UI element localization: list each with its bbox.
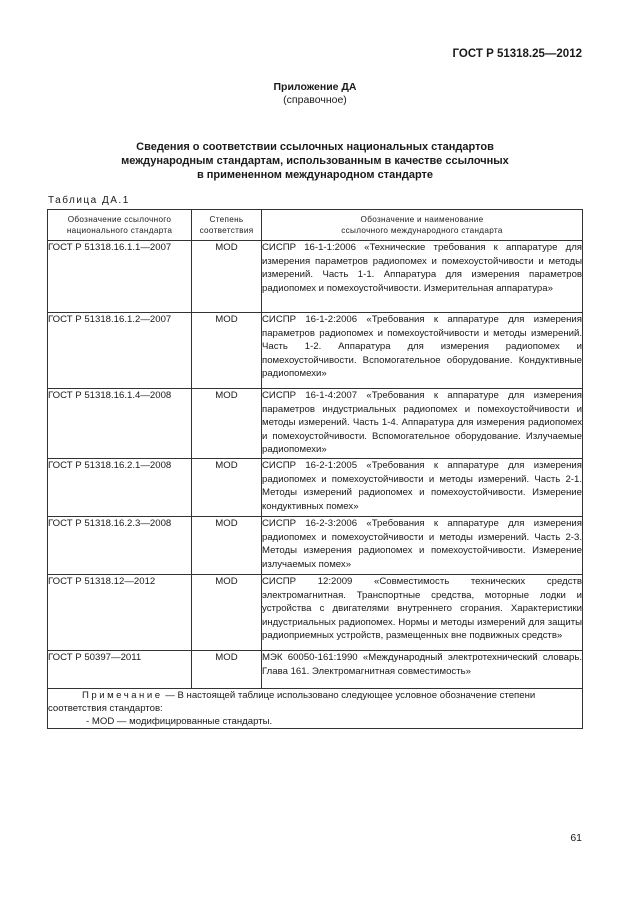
header-line: Степень (209, 215, 244, 224)
correspondence-table (47, 209, 583, 729)
international-standard-cell: СИСПР 16-2-1:2005 «Требования к аппаратуре для измерения радиопомех и помехоустойчивости и методы измерений. Часть 2-1. Методы измерений радиопомех и помехоустойчивости. Измерение кондуктивных помех» (262, 459, 583, 517)
national-standard-cell: ГОСТ Р 51318.16.2.3—2008 (48, 517, 192, 575)
national-standard-cell: ГОСТ Р 51318.16.1.2—2007 (48, 313, 192, 389)
national-standard-cell: ГОСТ Р 51318.16.2.1—2008 (48, 459, 192, 517)
heading-line: в примененном международном стандарте (196, 169, 434, 181)
header-national-standard (48, 210, 192, 241)
degree-cell: MOD (192, 651, 262, 689)
table-row (48, 517, 583, 575)
heading-line: международным стандартам, использованным в качестве ссылочных (121, 155, 509, 167)
degree-cell: MOD (192, 241, 262, 313)
note-text: — В настоящей таблице использовано следующее условное обозначение степени соответствия стандартов: (48, 690, 536, 714)
table-label: Таблица ДА.1 (48, 195, 130, 206)
section-heading (0, 140, 630, 182)
national-standard-cell: ГОСТ Р 51318.12—2012 (48, 575, 192, 651)
international-standard-cell: СИСПР 12:2009 «Совместимость технических средств электромагнитная. Транспортные средства, моторные лодки и устройства с двигателями внутреннего сгорания. Характеристики индустриальных радиопомех. Нормы и методы измерений для защиты радиоприемных устройств, размещенных вне подвижных средств» (262, 575, 583, 651)
table-header-row (48, 210, 583, 241)
note-paragraph (48, 689, 582, 715)
degree-cell: MOD (192, 517, 262, 575)
table-row (48, 651, 583, 689)
page-number: 61 (570, 832, 582, 844)
national-standard-cell: ГОСТ Р 51318.16.1.4—2008 (48, 389, 192, 459)
table-row (48, 313, 583, 389)
note-label: Примечание (82, 690, 163, 701)
appendix-subtitle: (справочное) (283, 94, 347, 106)
header-line: соответствия (199, 226, 254, 235)
header-degree (192, 210, 262, 241)
international-standard-cell: СИСПР 16-1-1:2006 «Технические требования к аппаратуре для измерения параметров радиопомех и помехоустойчивости и методы измерений. Часть 1-1. Аппаратура для измерения параметров радиопомех и помехоустойчивости. Измерительная аппаратура» (262, 241, 583, 313)
header-line: национального стандарта (66, 226, 173, 235)
international-standard-cell: СИСПР 16-1-2:2006 «Требования к аппаратуре для измерения параметров радиопомех и помехоустойчивости и методы измерений. Часть 1-2. Аппаратура для измерения радиопомех и помехоустойчивости. Вспомогательное оборудование. Кондуктивные радиопомехи» (262, 313, 583, 389)
table-row (48, 575, 583, 651)
table-row (48, 459, 583, 517)
degree-cell: MOD (192, 575, 262, 651)
header-international-standard (262, 210, 583, 241)
header-line: ссылочного международного стандарта (341, 226, 503, 235)
international-standard-cell: МЭК 60050-161:1990 «Международный электротехнический словарь. Глава 161. Электромагнитная совместимость» (262, 651, 583, 689)
document-code: ГОСТ Р 51318.25—2012 (452, 48, 582, 60)
appendix-title: Приложение ДА (273, 81, 357, 93)
table-note (48, 689, 583, 729)
note-item: - MOD — модифицированные стандарты. (86, 716, 273, 727)
degree-cell: MOD (192, 459, 262, 517)
degree-cell: MOD (192, 313, 262, 389)
table-row (48, 389, 583, 459)
header-line: Обозначение ссылочного (67, 215, 172, 224)
header-line: Обозначение и наименование (360, 215, 484, 224)
international-standard-cell: СИСПР 16-1-4:2007 «Требования к аппаратуре для измерения параметров индустриальных радиопомех и помехоустойчивости и методы измерений. Часть 1-4. Аппаратура для измерения радиопомех и помехоустойчивости. Вспомогательное оборудование. Излучаемые радиопомехи» (262, 389, 583, 459)
heading-line: Сведения о соответствии ссылочных национальных стандартов (136, 141, 494, 153)
national-standard-cell: ГОСТ Р 50397—2011 (48, 651, 192, 689)
degree-cell: MOD (192, 389, 262, 459)
table-note-row (48, 689, 583, 729)
international-standard-cell: СИСПР 16-2-3:2006 «Требования к аппаратуре для измерения радиопомех и помехоустойчивости и методы измерений. Часть 2-3. Методы измерения радиопомех и помехоустойчивости. Измерение излучаемых помех» (262, 517, 583, 575)
table-row (48, 241, 583, 313)
appendix-heading (0, 81, 630, 107)
national-standard-cell: ГОСТ Р 51318.16.1.1—2007 (48, 241, 192, 313)
